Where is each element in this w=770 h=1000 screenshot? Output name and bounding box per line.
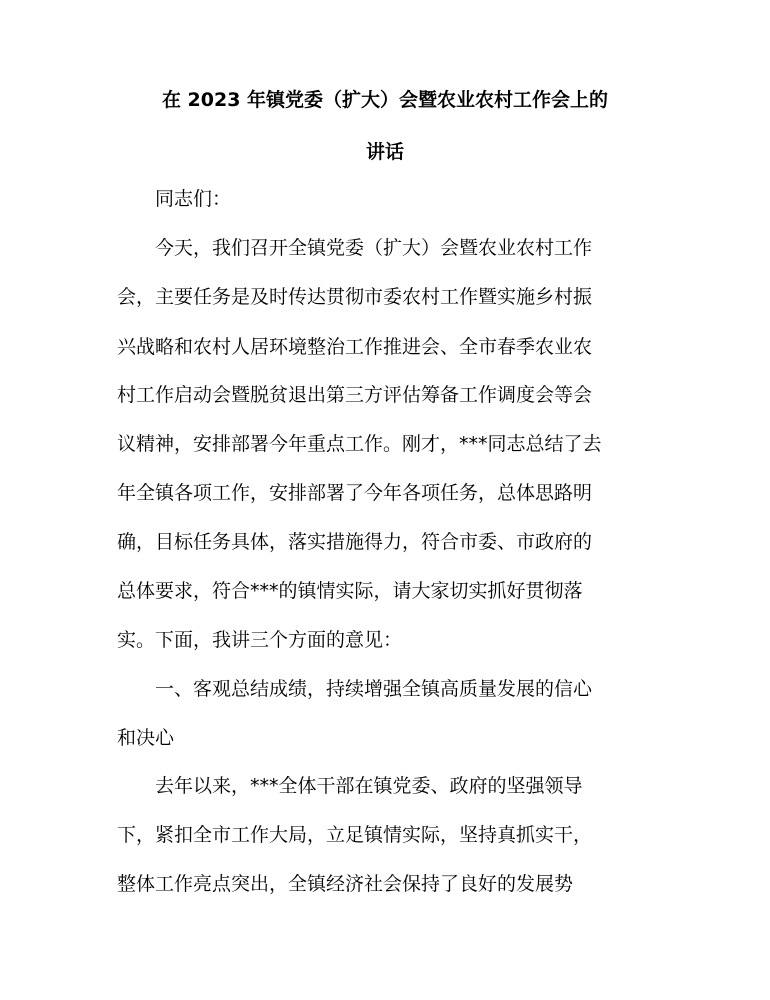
body-line: 今天，我们召开全镇党委（扩大）会暨农业农村工作 [155,237,593,259]
body-line: 下，紧扣全市工作大局，立足镇情实际，坚持真抓实干， [117,824,593,846]
body-line: 确，目标任务具体，落实措施得力，符合市委、市政府的 [117,531,593,553]
section-heading-line: 和决心 [117,727,175,749]
body-line: 去年以来，***全体干部在镇党委、政府的坚强领导 [155,775,583,797]
body-line: 兴战略和农村人居环境整治工作推进会、全市春季农业农 [117,336,593,358]
body-line: 议精神，安排部署今年重点工作。刚才，***同志总结了去 [117,433,602,455]
salutation: 同志们： [155,188,232,210]
body-line: 总体要求，符合***的镇情实际，请大家切实抓好贯彻落 [117,580,583,602]
document-title-line-1: 在 2023 年镇党委（扩大）会暨农业农村工作会上的 [161,89,609,111]
body-line: 会，主要任务是及时传达贯彻市委农村工作暨实施乡村振 [117,286,593,308]
body-line: 实。下面，我讲三个方面的意见： [117,629,403,651]
document-title-line-2: 讲话 [365,141,404,163]
body-line: 村工作启动会暨脱贫退出第三方评估筹备工作调度会等会 [117,384,593,406]
body-line: 整体工作亮点突出，全镇经济社会保持了良好的发展势 [117,873,574,895]
body-line: 年全镇各项工作，安排部署了今年各项任务，总体思路明 [117,482,593,504]
section-heading-line: 一、客观总结成绩，持续增强全镇高质量发展的信心 [155,678,593,700]
